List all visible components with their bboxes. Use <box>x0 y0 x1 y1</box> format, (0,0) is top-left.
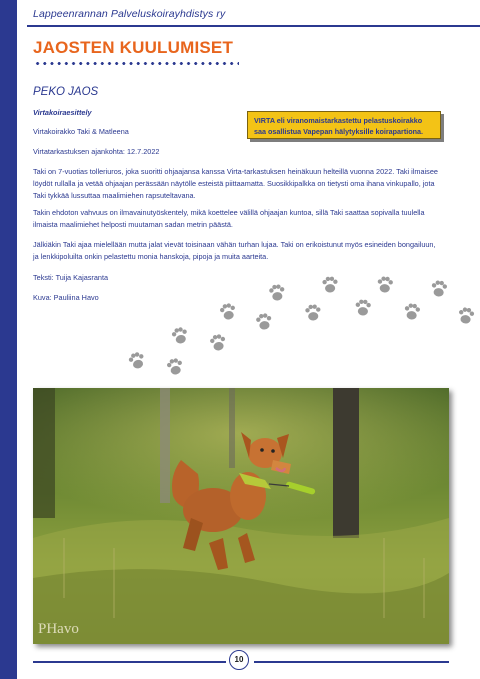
page-number: 10 <box>234 655 244 664</box>
article-title: PEKO JAOS <box>33 86 99 98</box>
photo-watermark: PHavo <box>38 621 79 637</box>
paw-print-icon <box>322 276 338 292</box>
footer-divider-left <box>33 661 226 663</box>
article-paragraph: Jälkiäkin Taki ajaa mielellään mutta jalat vievät toisinaan vähän turhan lujaa. Taki on erikoistunut myös esineiden bongailuun, ja lenkkipoluilta onkin pelastettu monia hanskoja, pipoja ja muita aarteita. <box>33 240 436 261</box>
inspection-date-line: Virtatarkastuksen ajankohta: 12.7.2022 <box>33 147 160 156</box>
paw-prints-decoration <box>120 270 480 382</box>
paw-print-icon <box>458 307 475 325</box>
article-subhead: Virtakoiraesittely <box>33 108 92 117</box>
paw-print-icon <box>431 280 448 297</box>
section-title: JAOSTEN KUULUMISET <box>33 38 234 57</box>
callout-text: VIRTA eli viranomaistarkastettu pelastuskoirakko saa osallistua Vapepan hälytyksille koirapartiona. <box>254 116 423 136</box>
paw-print-icon <box>127 351 146 371</box>
publication-header: Lappeenrannan Palveluskoirayhdistys ry <box>33 8 226 20</box>
header-divider <box>27 25 480 27</box>
paw-print-icon <box>355 299 371 315</box>
paw-print-icon <box>305 304 321 321</box>
photo-credit-line: Kuva: Pauliina Havo <box>33 293 99 302</box>
paw-print-icon <box>377 276 393 293</box>
article-paragraph: Taki on 7-vuotias tolleriuros, joka suoritti ohjaajansa kanssa Virta-tarkastuksen heinäkuun helteillä vuonna 2022. Taki ilmaisee löydöt rullalla ja vetää ohjaajan perässään näytölle esteistä piittaamatta. Suosikkipalkka on tietysti oma ihana vinkupallo, jota Taki tykkää lussuttaa maalimiehen rapsuteltavana. <box>33 167 438 200</box>
dog-photo <box>33 388 449 644</box>
text-credit: Teksti: Tuija Kajasranta <box>33 273 109 282</box>
dotted-divider <box>34 61 239 66</box>
paw-print-icon <box>219 302 237 321</box>
dog-name-line: Virtakoirakko Taki & Matleena <box>33 127 129 136</box>
left-accent-bar <box>0 0 17 679</box>
paw-print-icon <box>166 357 184 376</box>
paw-print-icon <box>209 333 227 351</box>
paw-print-icon <box>171 326 190 345</box>
paw-print-icon <box>255 313 272 331</box>
paw-print-icon <box>404 303 421 320</box>
article-paragraph: Takin ehdoton vahvuus on ilmavainutyöskentely, mikä koettelee välillä ohjaajan kuntoa, sillä Taki saattaa sopivalla tuulella ilmaista maalimiehet helposti muutaman sadan metrin päästä. <box>33 208 425 229</box>
footer-divider-right <box>254 661 449 663</box>
callout-box <box>247 111 441 139</box>
paw-print-icon <box>269 284 286 301</box>
